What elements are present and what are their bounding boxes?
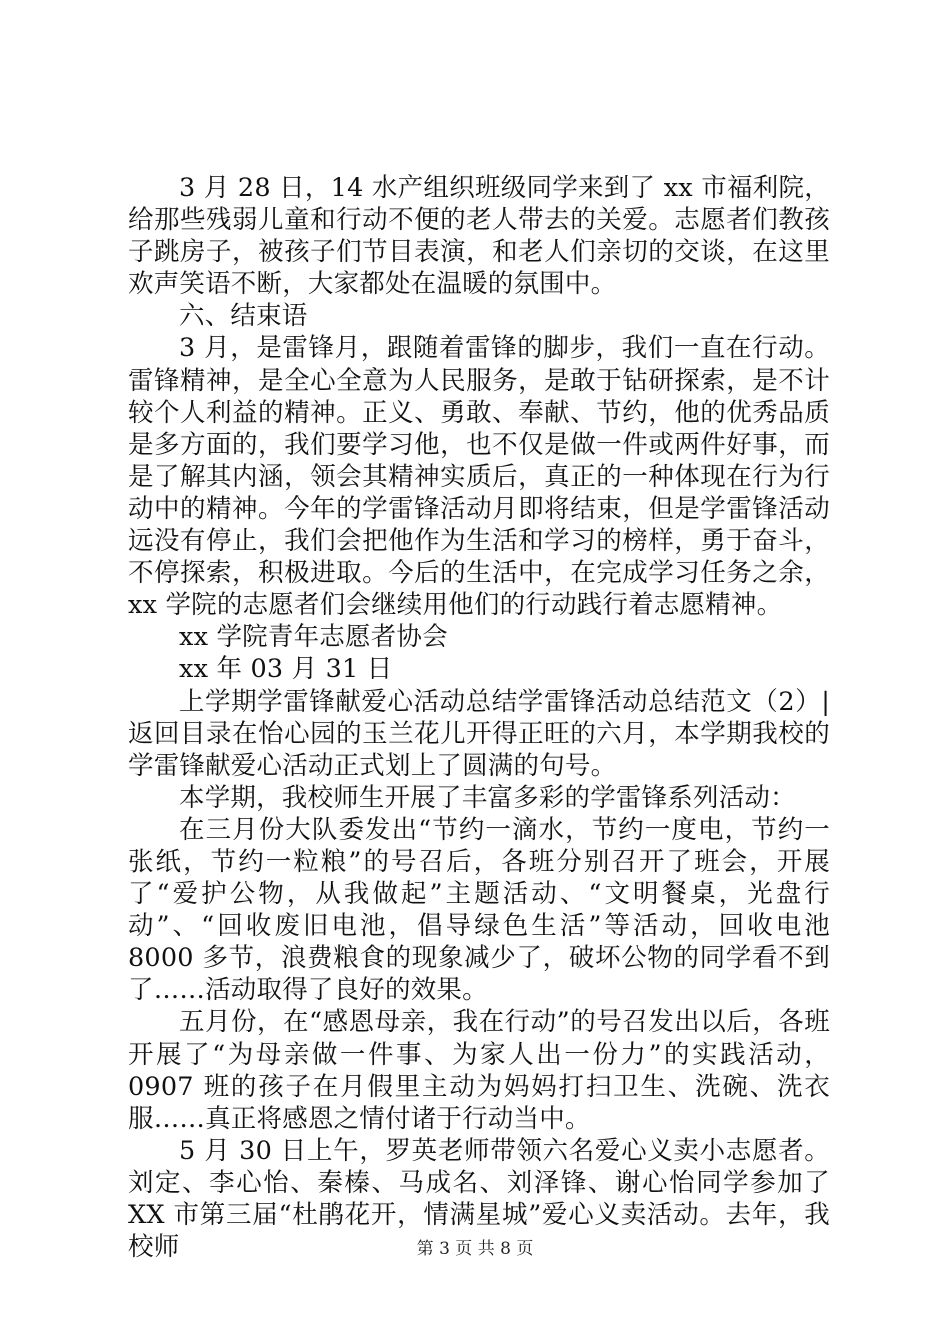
paragraph-charity-sale: 5 月 30 日上午，罗英老师带领六名爱心义卖小志愿者。刘定、李心怡、秦榛、马成名、刘泽锋、谢心怡同学参加了 XX 市第三届“杜鹃花开，情满星城”爱心义卖活动。去年，我校师 xyxy=(128,1135,830,1263)
signature-date: xx 年 03 月 31 日 xyxy=(179,654,393,685)
paragraph-welfare-visit: 3 月 28 日，14 水产组织班级同学来到了 xx 市福利院，给那些残弱儿童和行动不便的老人带去的关爱。志愿者们教孩子跳房子，被孩子们节目表演，和老人们亲切的交谈，在这里欢声笑语不断，大家都处在温暖的氛围中。 xyxy=(128,173,830,300)
paragraph-article-intro: 上学期学雷锋献爱心活动总结学雷锋活动总结范文（2）|返回目录在怡心园的玉兰花儿开得正旺的六月，本学期我校的学雷锋献爱心活动正式划上了圆满的句号。 xyxy=(128,686,830,781)
paragraph-activities-lead: 本学期，我校师生开展了丰富多彩的学雷锋系列活动： xyxy=(179,782,796,813)
paragraph-march-activities: 在三月份大队委发出“节约一滴水，节约一度电，节约一张纸，节约一粒粮”的号召后，各班分别召开了班会，开展了“爱护公物，从我做起”主题活动、“文明餐桌，光盘行动”、“回收废旧电池，倡导绿色生活”等活动，回收电池 8000 多节，浪费粮食的现象减少了，破坏公物的同学看不到了……活动取得了良好的效果。 xyxy=(128,814,830,1006)
page-footer: 第 3 页 共 8 页 xyxy=(416,1239,534,1259)
paragraph-conclusion: 3 月，是雷锋月，跟随着雷锋的脚步，我们一直在行动。雷锋精神，是全心全意为人民服务，是敢于钻研探索，是不计较个人利益的精神。正义、勇敢、奉献、节约，他的优秀品质是多方面的，我们要学习他，也不仅是做一件或两件好事，而是了解其内涵，领会其精神实质后，真正的一种体现在行为行动中的精神。今年的学雷锋活动月即将结束，但是学雷锋活动远没有停止，我们会把他作为生活和学习的榜样，勇于奋斗，不停探索，积极进取。今后的生活中，在完成学习任务之余，xx 学院的志愿者们会继续用他们的行动践行着志愿精神。 xyxy=(128,333,830,621)
section-heading-conclusion: 六、结束语 xyxy=(179,301,308,332)
signature-organization: xx 学院青年志愿者协会 xyxy=(179,622,448,653)
document-body xyxy=(128,172,830,1263)
paragraph-may-activities: 五月份，在“感恩母亲，我在行动”的号召发出以后，各班开展了“为母亲做一件事、为家人出一份力”的实践活动，0907 班的孩子在月假里主动为妈妈打扫卫生、洗碗、洗衣服……真正将感恩之情付诸于行动当中。 xyxy=(128,1007,830,1134)
